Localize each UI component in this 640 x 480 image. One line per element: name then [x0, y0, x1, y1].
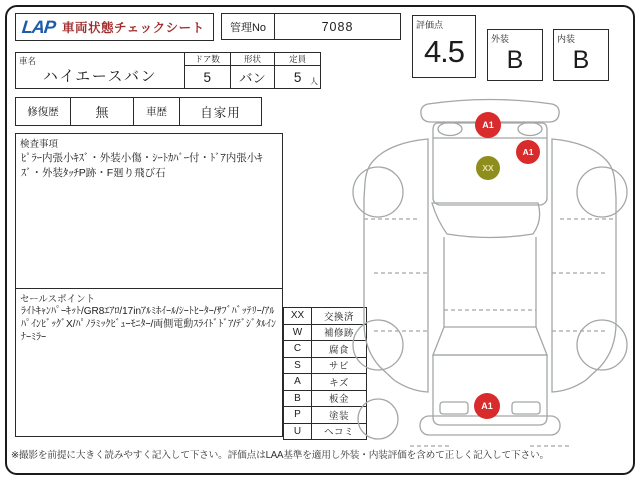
legend-code: C	[284, 341, 312, 357]
right-side-panel	[552, 139, 616, 392]
legend-label: 腐食	[328, 344, 349, 356]
score-box	[412, 15, 476, 78]
legend-label: 塗装	[328, 410, 349, 422]
sales-points-text: ﾗｲﾄｷｬﾝﾊﾟｰｷｯﾄ/GR8ｴｱﾛ/17inｱﾙﾐﾎｲｰﾙ/ｼｰﾄﾋｰﾀｰ/ｻﾌﾞﾊﾞｯﾃﾘｰ/ｱﾙﾊﾟｲﾝﾋﾞｯｸﾞX/ﾊﾟﾉﾗﾐｯｸﾋﾞｭｰﾓﾆﾀｰ/両側電動ｽﾗｲﾄﾞﾄﾞｱ/ﾃﾞｼﾞﾀﾙｲﾝﾅｰﾐﾗｰ	[21, 306, 277, 343]
legend-code: W	[284, 325, 312, 341]
front-right-wheel	[577, 167, 627, 217]
legend-label: 補修跡	[323, 328, 354, 340]
shape-value: バン	[238, 71, 266, 86]
repair-label: 修復歴	[16, 98, 71, 125]
header-logo-box	[15, 13, 214, 41]
exterior-label: 外装	[491, 34, 510, 44]
legend-code: B	[284, 391, 312, 407]
vehicle-name-row	[15, 52, 321, 89]
repair-value: 無	[71, 98, 134, 125]
legend-label: キズ	[329, 377, 349, 389]
left-side-panel	[364, 139, 428, 392]
doors-cell	[185, 53, 231, 88]
rear-window	[433, 327, 547, 355]
vehicle-name-value: ハイエースバン	[42, 68, 158, 85]
damage-marker-xx-hood: XX	[476, 156, 500, 180]
legend-code: A	[284, 374, 312, 390]
exterior-grade-box	[487, 29, 543, 81]
interior-label: 内装	[557, 34, 576, 44]
damage-marker-a1-rear: A1	[474, 393, 500, 419]
history-value: 自家用	[200, 105, 241, 120]
capacity-cell	[275, 53, 320, 88]
sales-points-label: セールスポイント	[20, 294, 96, 305]
sheet-title: 車両状態チェックシート	[62, 21, 205, 35]
interior-grade: B	[572, 46, 590, 74]
history-label: 車歴	[134, 98, 180, 125]
footer-note: ※撮影を前提に大きく読みやすく記入して下さい。評価点はLAA基準を適用し外装・内装評価を含めて正しく記入して下さい。	[11, 450, 549, 461]
doors-label: ドア数	[185, 53, 230, 66]
doors-value: 5	[203, 69, 211, 85]
capacity-value: 5	[293, 69, 302, 85]
legend-code: S	[284, 358, 312, 374]
rear-left-wheel	[353, 320, 403, 370]
damage-marker-a1-front: A1	[475, 112, 501, 138]
vehicle-name-label: 車名	[19, 56, 37, 66]
repair-history-row	[15, 97, 262, 126]
sales-points-box	[15, 288, 283, 437]
score-value: 4.5	[423, 34, 465, 69]
legend-label: サビ	[328, 361, 349, 373]
legend-code: P	[284, 407, 312, 423]
spare-tire	[358, 399, 398, 439]
front-left-wheel	[353, 167, 403, 217]
inspection-label: 検査事項	[20, 139, 59, 150]
manage-no-value: 7088	[321, 19, 354, 34]
rear-right-wheel	[577, 320, 627, 370]
vehicle-name-cell	[16, 53, 185, 88]
right-headlight	[518, 123, 542, 136]
exterior-grade: B	[506, 46, 524, 74]
shape-cell	[231, 53, 276, 88]
left-headlight	[438, 123, 462, 136]
left-taillight	[440, 402, 468, 414]
windshield	[432, 203, 540, 238]
inspection-text: ﾋﾟﾗｰ内張小ｷｽﾞ・外装小傷・ｼｰﾄｶﾊﾞｰ付・ﾄﾞｱ内張小ｷｽﾞ・外装ﾀｯﾁP跡・F廻り飛び石	[21, 152, 263, 179]
lap-logo: LAP	[21, 16, 57, 37]
capacity-label: 定員	[275, 53, 320, 66]
interior-grade-box	[553, 29, 609, 81]
legend-label: 交換済	[323, 311, 354, 323]
inspection-box	[15, 133, 283, 289]
legend-code: XX	[284, 308, 312, 324]
legend-label: 板金	[328, 394, 349, 406]
shape-label: 形状	[231, 53, 275, 66]
damage-marker-a1-front-right: A1	[516, 140, 540, 164]
capacity-unit: 人	[310, 77, 318, 86]
legend-label: ヘコミ	[323, 427, 354, 439]
legend-code: U	[284, 424, 312, 440]
manage-no-box	[221, 13, 401, 40]
score-label: 評価点	[416, 20, 444, 30]
manage-no-label: 管理No	[222, 14, 275, 39]
right-taillight	[512, 402, 540, 414]
